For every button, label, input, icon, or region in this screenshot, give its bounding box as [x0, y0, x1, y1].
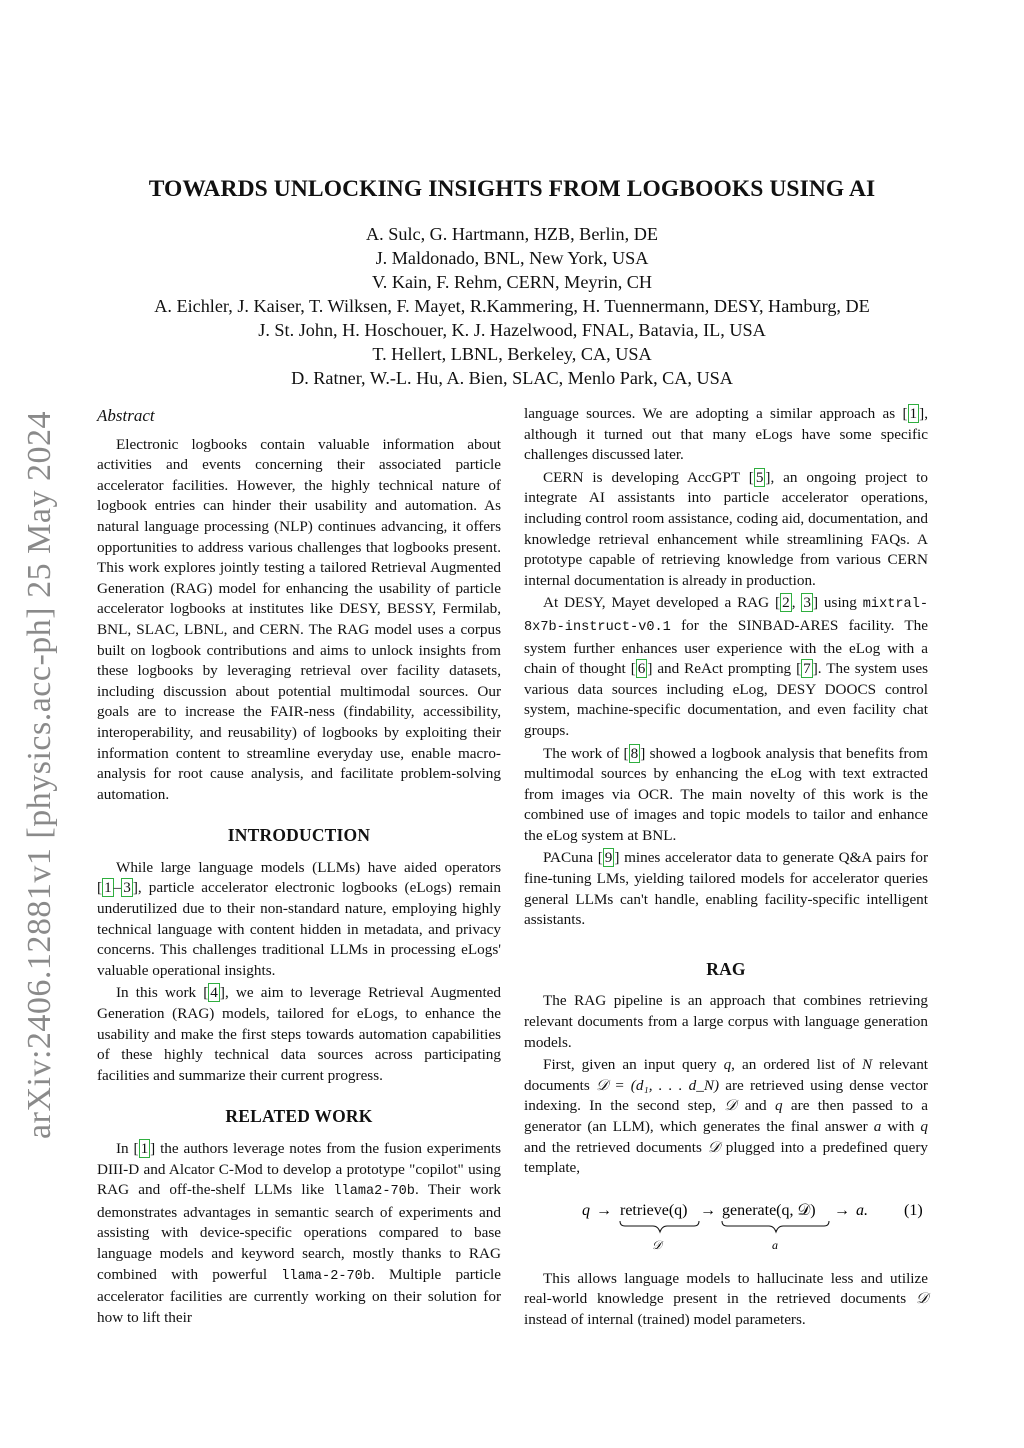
eq-generate: generate(q, 𝒟): [722, 1201, 816, 1219]
eq-arrow: →: [596, 1201, 612, 1219]
arxiv-watermark-text: arXiv:2406.12881v1 [physics.acc-ph] 25 May 2024: [21, 411, 58, 1139]
desy-paragraph: At DESY, Mayet developed a RAG [ 2 , 3 ] using mixtral-8x7b-instruct-v0.1 for the SINBAD-ARES facility. The system further enhances user experience with the eLog with a chain of thought [ 6 ] and ReAct prompting [ 7 ]. The system uses various data sources including eLog, DESY DOOCS control system, machine-specific documentation, and even facility chat groups.: [524, 594, 929, 739]
author-line: J. Maldonado, BNL, New York, USA: [375, 248, 649, 268]
eq-retrieve: retrieve(q): [620, 1201, 688, 1219]
equation-number: (1): [904, 1201, 923, 1219]
author-line: A. Eichler, J. Kaiser, T. Wilksen, F. Mayet, R.Kammering, H. Tuennermann, DESY, Hamburg, DE: [154, 296, 870, 316]
citation-link[interactable]: 7: [803, 660, 811, 678]
eq-underbrace: [722, 1221, 829, 1232]
eq-result: a.: [856, 1201, 868, 1219]
eq-q: q: [582, 1201, 590, 1219]
citation-link[interactable]: 4: [210, 984, 218, 1002]
eq-under-label: a: [772, 1237, 778, 1252]
citation-link[interactable]: 6: [637, 660, 646, 678]
author-line: A. Sulc, G. Hartmann, HZB, Berlin, DE: [366, 224, 658, 244]
eq-under-label: 𝒟: [652, 1237, 662, 1252]
eq-underbrace: [620, 1221, 699, 1232]
citation-link[interactable]: 3: [123, 879, 131, 897]
rag-paragraph-2: First, given an input query q, an ordered list of N relevant documents 𝒟 = (d₁, . . . d_N) are retrieved using dense vector indexing. In the second step, 𝒟 and q are then passed to a generator (an LLM), which generates the final answer a with q and the retrieved documents 𝒟 plugged into a predefined query template,: [524, 1056, 929, 1177]
eq-arrow: →: [700, 1201, 716, 1219]
model-name-code: llama-2-70b: [281, 1268, 371, 1284]
author-line: T. Hellert, LBNL, Berkeley, CA, USA: [372, 344, 652, 364]
abstract-text: Electronic logbooks contain valuable information about activities and events concerning their associated particle accelerator facilities. However, the highly technical nature of logbook entries can hinder their usability and automation. As natural language processing (NLP) continues advancing, it offers opportunities to address various challenges that logbooks present. This work explores jointly testing a tailored Retrieval Augmented Generation (RAG) model for enhancing the usability of particle accelerator logbooks at institutes like DESY, BESSY, Fermilab, BNL, SLAC, LBNL, and CERN. The RAG model uses a corpus built on logbook contributions and aims to unlock insights from these logbooks by leveraging retrieval over facility datasets, including discussion about potential multimodal sources. Our goals are to increase the FAIR-ness (findability, accessibility, interoperability, and reusability) of logbooks by exploiting their information content to streamline everyday use, enable macro-analysis for root cause analysis, and facilitate problem-solving automation.: [97, 435, 501, 803]
author-list: [0, 222, 1024, 390]
citation-link[interactable]: 1: [140, 1140, 149, 1157]
rag-heading: RAG: [706, 958, 746, 979]
right-column: [524, 404, 928, 1333]
rag-paragraph-1: The RAG pipeline is an approach that combines retrieving relevant documents from a large corpus with language generation models.: [524, 992, 928, 1051]
bnl-paragraph: The work of [ 8 ] showed a logbook analysis that benefits from multimodal sources by enhancing the eLog with text extracted from images via OCR. The main novelty of this work is the combined use of images and topic models to tailor and enhance the eLog system at BNL.: [524, 744, 928, 844]
equation-svg: [524, 1193, 928, 1257]
related-work-paragraph-1: In [ 1 ] the authors leverage notes from the fusion experiments DIII-D and Alcator C-Mod to develop a prototype "copilot" using RAG and off-the-shelf LLMs like llama2-70b. Their work demonstrates advantages in semantic search of experiments and assisting with device-specific operations compared to base language models and keyword search, mostly thanks to RAG combined with powerful llama-2-70b. Multiple particle accelerator facilities are currently working on their solution for how to lift their: [97, 1140, 502, 1326]
equation-1: [524, 1193, 928, 1257]
citation-link[interactable]: 1: [104, 879, 112, 897]
related-work-continuation: language sources. We are adopting a similar approach as [ 1 ], although it turned out that many eLogs have some specific challenges discussed later.: [524, 405, 928, 464]
cern-paragraph: CERN is developing AccGPT [ 5 ], an ongoing project to integrate AI assistants into particle accelerator operations, including control room assistance, coding aid, documentation, and knowledge retrieval enhancement while streamlining FAQs. A prototype capable of retrieving knowledge from various CERN internal documentation is already in production.: [524, 468, 928, 589]
rag-paragraph-3: This allows language models to hallucinate less and utilize real-world knowledge present in the retrieved documents 𝒟 instead of internal (trained) model parameters.: [524, 1269, 928, 1328]
abstract-heading: Abstract: [97, 406, 155, 425]
citation-link[interactable]: 8: [630, 744, 639, 762]
introduction-heading: INTRODUCTION: [227, 825, 371, 846]
intro-paragraph-1: While large language models (LLMs) have aided operators [ 1 – 3 ], particle accelerator electronic logbooks (eLogs) remain underutilized due to their non-standard nature, employing highly technical language with content hidden in metadata, and privacy concerns. This challenges traditional LLMs in processing eLogs' valuable operational insights.: [97, 858, 501, 979]
related-work-heading: RELATED WORK: [225, 1106, 373, 1127]
intro-paragraph-2: In this work [ 4 ], we aim to leverage Retrieval Augmented Generation (RAG) models, tailored for eLogs, to enhance the usability and make the first steps towards automation capabilities of these highly technical data sources across participating facilities and summarize their current progress.: [97, 984, 501, 1084]
citation-link[interactable]: 5: [755, 468, 764, 486]
document-set-expression: 𝒟 = (d₁, . . . d_N): [596, 1076, 720, 1094]
citation-link[interactable]: 2: [782, 594, 790, 612]
author-line: J. St. John, H. Hoschouer, K. J. Hazelwood, FNAL, Batavia, IL, USA: [258, 320, 766, 340]
model-name-code: mixtral-8x7b-instruct-v0.1: [524, 597, 929, 635]
citation-link[interactable]: 1: [909, 405, 918, 422]
model-name-code: llama2-70b: [333, 1184, 415, 1200]
left-column: [97, 404, 501, 1330]
author-line: D. Ratner, W.-L. Hu, A. Bien, SLAC, Menlo Park, CA, USA: [291, 368, 733, 388]
citation-link[interactable]: 3: [803, 594, 811, 612]
arxiv-watermark: [8, 395, 72, 1155]
eq-arrow: →: [834, 1201, 850, 1219]
pacuna-paragraph: PACuna [ 9 ] mines accelerator data to generate Q&A pairs for fine-tuning LMs, yielding tailored models for accelerator queries general LLMs can't handle, enabling facility-specific intelligent assistants.: [524, 849, 929, 929]
paper-title: TOWARDS UNLOCKING INSIGHTS FROM LOGBOOKS USING AI: [148, 176, 876, 202]
author-line: V. Kain, F. Rehm, CERN, Meyrin, CH: [371, 272, 653, 292]
citation-link[interactable]: 9: [604, 849, 613, 867]
